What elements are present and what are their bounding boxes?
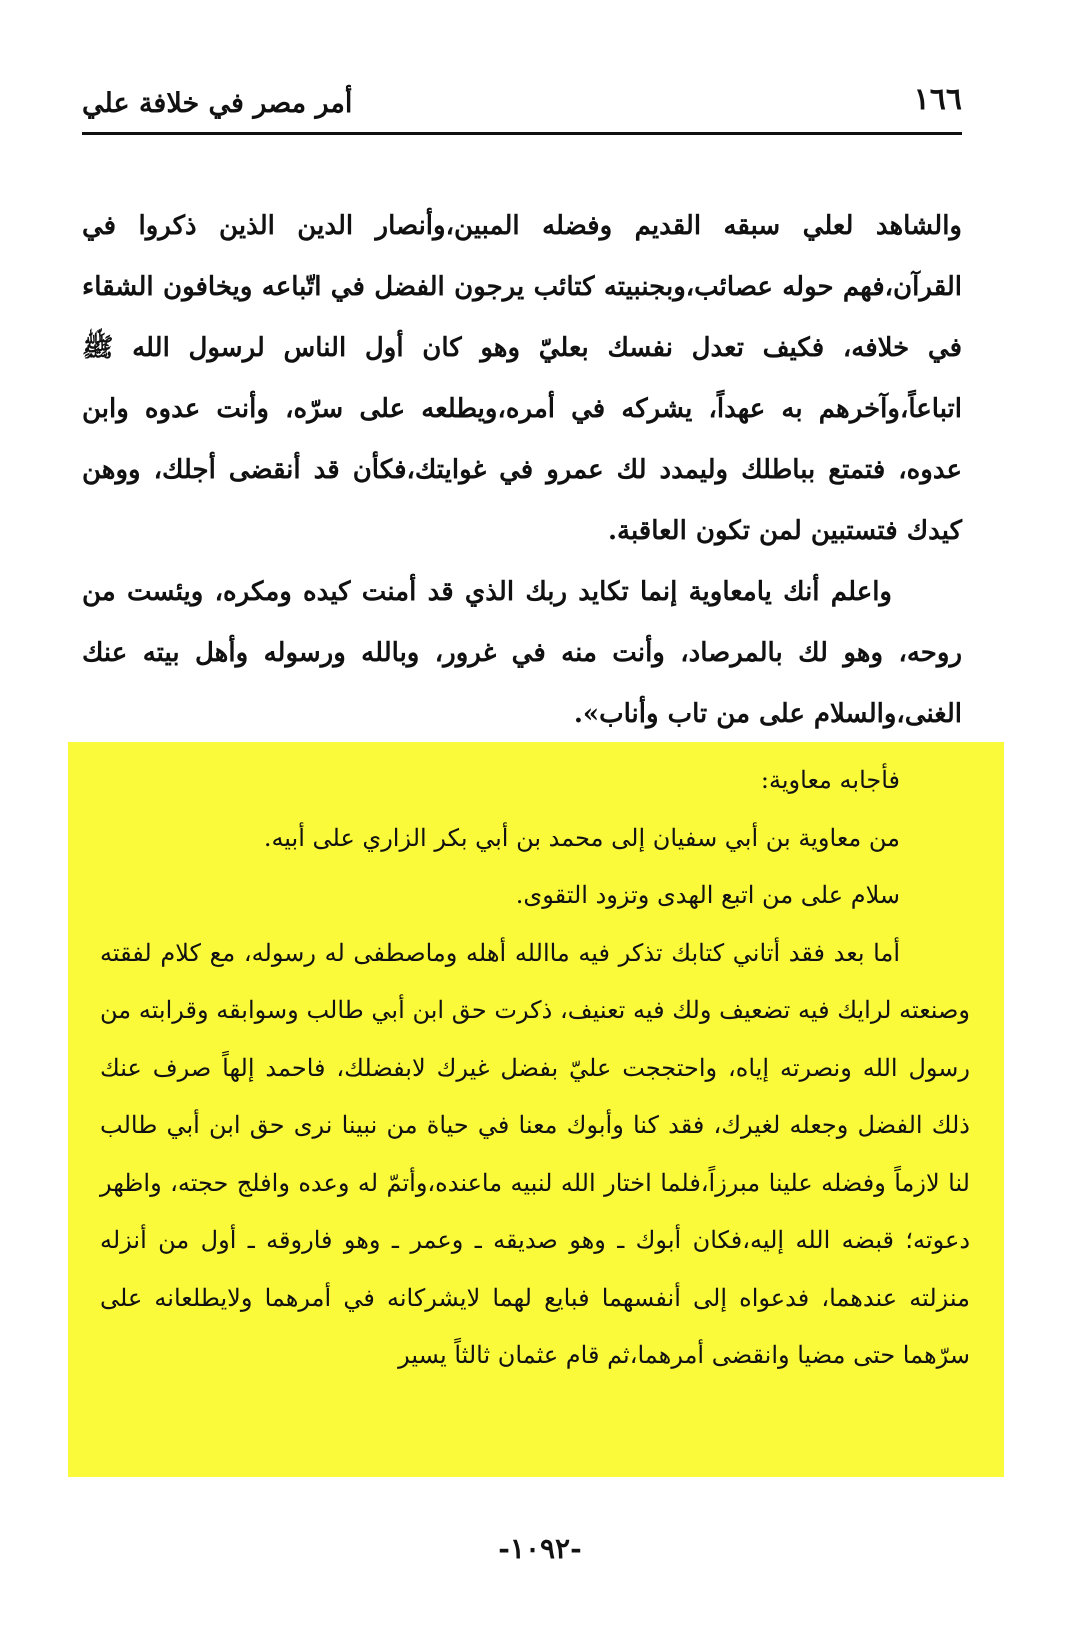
paragraph-1: والشاهد لعلي سبقه القديم وفضله المبين،وأنصار الدين الذين ذكروا في القرآن،فهم حوله عصائب،وبجنبيته كتائب يرجون الفضل في اتّباعه ويخافون الشقاء في خلافه، فكيف تعدل نفسك بعليّ وهو كان أول الناس لرسول الله ﷺ اتباعاً،وآخرهم به عهداً، يشركه في أمره،ويطلعه على سرّه، وأنت عدوه وابن عدوه، فتمتع بباطلك وليمدد لك عمرو في غوايتك،فكأن قد أنقضى أجلك، ووهن كيدك فتستبين لمن تكون العاقبة.: [82, 211, 962, 546]
letter-body: أما بعد فقد أتاني كتابك تذكر فيه ماالله أهله وماصطفى له رسوله، مع كلام لفقته وصنعته لرايك فيه تضعيف ولك فيه تعنيف، ذكرت حق ابن أبي طالب وسوابقه وقرابته من رسول الله ونصرته إياه، واحتججت عليّ بفضل غيرك لابفضلك، فاحمد إلهاً صرف عنك ذلك الفضل وجعله لغيرك، فقد كنا وأبوك معنا في حياة من نبينا نرى حق ابن أبي طالب لنا لازماً وفضله علينا مبرزاً،فلما اختار الله لنبيه ماعنده،وأتمّ له وعده وافلج حجته، واظهر دعوته؛ قبضه الله إليه،فكان أبوك ـ وهو صديقه ـ وعمر ـ وهو فاروقه ـ أول من أنزله منزلته عندهما، فدعواه إلى أنفسهما فبايع لهما لايشركانه في أمرهما ولايطلعانه على سرّهما حتى مضيا وانقضى أمرهما،ثم قام عثمان ثالثاً يسير: [100, 938, 970, 1369]
footer-page-number: -١٠٩٢-: [498, 1532, 582, 1565]
main-text: [82, 196, 962, 745]
header-page-number: ١٦٦: [913, 82, 962, 117]
running-title: أمر مصر في خلافة علي: [82, 88, 353, 119]
letter-salutation: من معاوية بن أبي سفيان إلى محمد بن أبي بكر الزاري على أبيه.: [263, 823, 900, 852]
highlighted-text: [100, 752, 970, 1385]
page-header: [82, 82, 962, 132]
header-rule: [82, 132, 962, 135]
reply-intro: فأجابه معاوية:: [760, 766, 900, 794]
letter-greeting: سلام على من اتبع الهدى وتزود التقوى.: [515, 881, 900, 909]
paragraph-2: واعلم أنك يامعاوية إنما تكايد ربك الذي قد أمنت كيده ومكره، ويئست من روحه، وهو لك بالمرصاد، وأنت منه في غرور، وبالله ورسوله وأهل بيته عنك الغنى،والسلام على من تاب وأناب».: [82, 577, 962, 729]
